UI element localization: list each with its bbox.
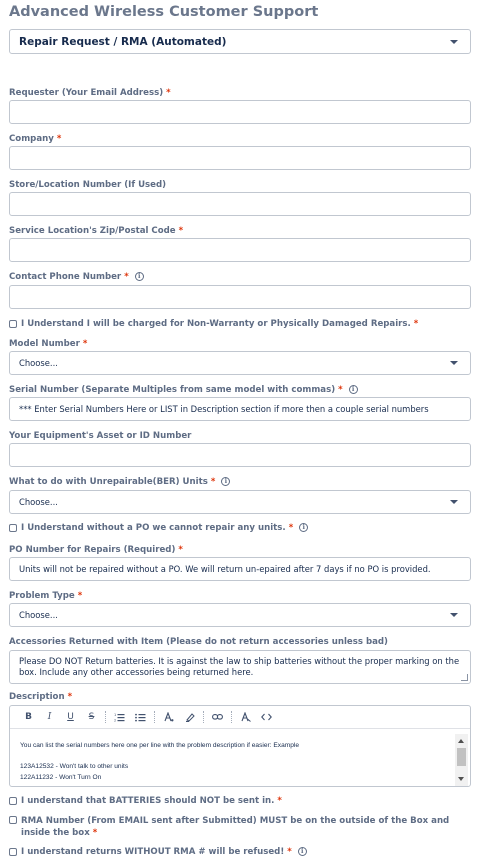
accessories-line: box. Include any other accessories being returned here. xyxy=(19,667,254,677)
description-line: You can list the serial numbers here one per line with the problem description if easier: Example xyxy=(20,742,300,749)
request-type-select[interactable] xyxy=(9,29,471,54)
bold-button[interactable]: B xyxy=(25,712,32,722)
refuse-ack-row: I understand returns WITHOUT RMA # will be refused! * i xyxy=(9,847,471,857)
required-marker: * xyxy=(92,828,98,838)
store-location-input[interactable] xyxy=(9,192,471,216)
zip-label: Service Location's Zip/Postal Code * xyxy=(9,226,184,236)
description-editor[interactable] xyxy=(9,705,471,787)
serial-number-input[interactable]: *** Enter Serial Numbers Here or LIST in Description section if more then a couple serial numbers xyxy=(9,397,471,421)
ber-label: What to do with Unrepairable(BER) Units * i xyxy=(9,477,230,487)
rma-ack-checkbox[interactable] xyxy=(9,816,17,824)
code-icon[interactable] xyxy=(256,708,277,726)
requester-label: Requester (Your Email Address) * xyxy=(9,88,171,98)
serial-label: Serial Number (Separate Multiples from same model with commas) * i xyxy=(9,385,358,395)
required-marker: * xyxy=(178,226,184,236)
toolbar-divider xyxy=(154,711,155,723)
po-ack-row: I Understand without a PO we cannot repair any units. * i xyxy=(9,523,471,533)
page-title: Advanced Wireless Customer Support xyxy=(9,4,319,20)
company-label: Company * xyxy=(9,134,62,144)
info-icon[interactable]: i xyxy=(349,385,358,394)
toolbar-divider xyxy=(231,711,232,723)
model-label: Model Number * xyxy=(9,339,88,349)
required-marker: * xyxy=(413,319,419,329)
description-line xyxy=(20,752,450,763)
asset-label: Your Equipment's Asset or ID Number xyxy=(9,431,192,441)
editor-scrollbar[interactable] xyxy=(455,734,468,786)
clear-format-icon[interactable] xyxy=(235,708,256,726)
required-marker: * xyxy=(338,385,343,395)
ber-select[interactable] xyxy=(9,490,471,514)
italic-button[interactable]: I xyxy=(47,712,52,722)
ber-select-value: Choose... xyxy=(19,497,58,507)
required-marker: * xyxy=(277,796,282,806)
chevron-down-icon xyxy=(450,613,458,617)
editor-toolbar xyxy=(10,706,470,729)
company-input[interactable] xyxy=(9,146,471,170)
accessories-textarea[interactable] xyxy=(9,650,471,684)
description-line: 122A11232 - Won't Turn On xyxy=(20,773,102,781)
bullet-list-icon[interactable] xyxy=(130,708,151,726)
info-icon[interactable]: i xyxy=(298,847,307,856)
po-ack-checkbox[interactable] xyxy=(9,524,17,532)
request-type-value: Repair Request / RMA (Automated) xyxy=(19,35,227,48)
chevron-down-icon xyxy=(450,40,458,44)
accessories-line: Please DO NOT Return batteries. It is against the law to ship batteries without the proper marking on the xyxy=(19,656,460,666)
required-marker: * xyxy=(287,847,292,857)
chevron-down-icon xyxy=(450,361,458,365)
requester-email-input[interactable] xyxy=(9,100,471,124)
scroll-down-arrow-icon[interactable] xyxy=(458,777,464,781)
asset-id-input[interactable] xyxy=(9,443,471,467)
model-select[interactable] xyxy=(9,351,471,375)
charge-ack-checkbox[interactable] xyxy=(9,320,17,328)
rma-ack-row: RMA Number (From EMAIL sent after Submitted) MUST be on the outside of the Box and inside the box * xyxy=(9,815,471,839)
refuse-ack-checkbox[interactable] xyxy=(9,848,17,856)
toolbar-divider xyxy=(105,711,106,723)
strikethrough-button[interactable]: S xyxy=(88,712,95,722)
scroll-up-arrow-icon[interactable] xyxy=(458,739,464,743)
required-marker: * xyxy=(210,477,216,487)
link-icon[interactable] xyxy=(207,708,228,726)
model-select-value: Choose... xyxy=(19,358,58,368)
zip-input[interactable] xyxy=(9,238,471,262)
accessories-label: Accessories Returned with Item (Please do not return accessories unless bad) xyxy=(9,637,388,647)
required-marker: * xyxy=(82,339,88,349)
scroll-thumb[interactable] xyxy=(457,748,466,766)
resize-handle[interactable] xyxy=(461,674,468,681)
phone-input[interactable] xyxy=(9,285,471,309)
underline-button[interactable]: U xyxy=(67,712,74,722)
po-label: PO Number for Repairs (Required) * xyxy=(9,545,183,555)
text-color-icon[interactable] xyxy=(158,708,179,726)
highlight-icon[interactable] xyxy=(179,708,200,726)
problem-type-select[interactable] xyxy=(9,603,471,627)
description-line: 123A12532 - Won't talk to other units xyxy=(20,763,129,770)
problem-label: Problem Type * xyxy=(9,591,83,601)
charge-ack-row: I Understand I will be charged for Non-Warranty or Physically Damaged Repairs. * xyxy=(9,319,471,329)
info-icon[interactable]: i xyxy=(135,272,144,281)
store-label: Store/Location Number (If Used) xyxy=(9,180,167,190)
required-marker: * xyxy=(56,134,62,144)
svg-text:2: 2 xyxy=(114,718,117,722)
description-content[interactable] xyxy=(20,741,450,783)
required-marker: * xyxy=(178,545,183,555)
numbered-list-icon[interactable] xyxy=(109,708,130,726)
required-marker: * xyxy=(288,523,294,533)
svg-text:1: 1 xyxy=(114,712,117,717)
info-icon[interactable]: i xyxy=(221,477,230,486)
chevron-down-icon xyxy=(450,500,458,504)
required-marker: * xyxy=(166,88,171,98)
po-number-input[interactable]: Units will not be repaired without a PO. We will return un-epaired after 7 days if no PO is provided. xyxy=(9,557,471,581)
phone-label: Contact Phone Number * i xyxy=(9,272,144,282)
required-marker: * xyxy=(77,591,83,601)
required-marker: * xyxy=(67,692,73,702)
description-label: Description * xyxy=(9,692,73,702)
problem-select-value: Choose... xyxy=(19,610,58,620)
info-icon[interactable]: i xyxy=(299,523,308,532)
required-marker: * xyxy=(124,272,129,282)
toolbar-divider xyxy=(203,711,204,723)
battery-ack-checkbox[interactable] xyxy=(9,797,17,805)
battery-ack-row: I understand that BATTERIES should NOT be sent in. * xyxy=(9,796,471,806)
